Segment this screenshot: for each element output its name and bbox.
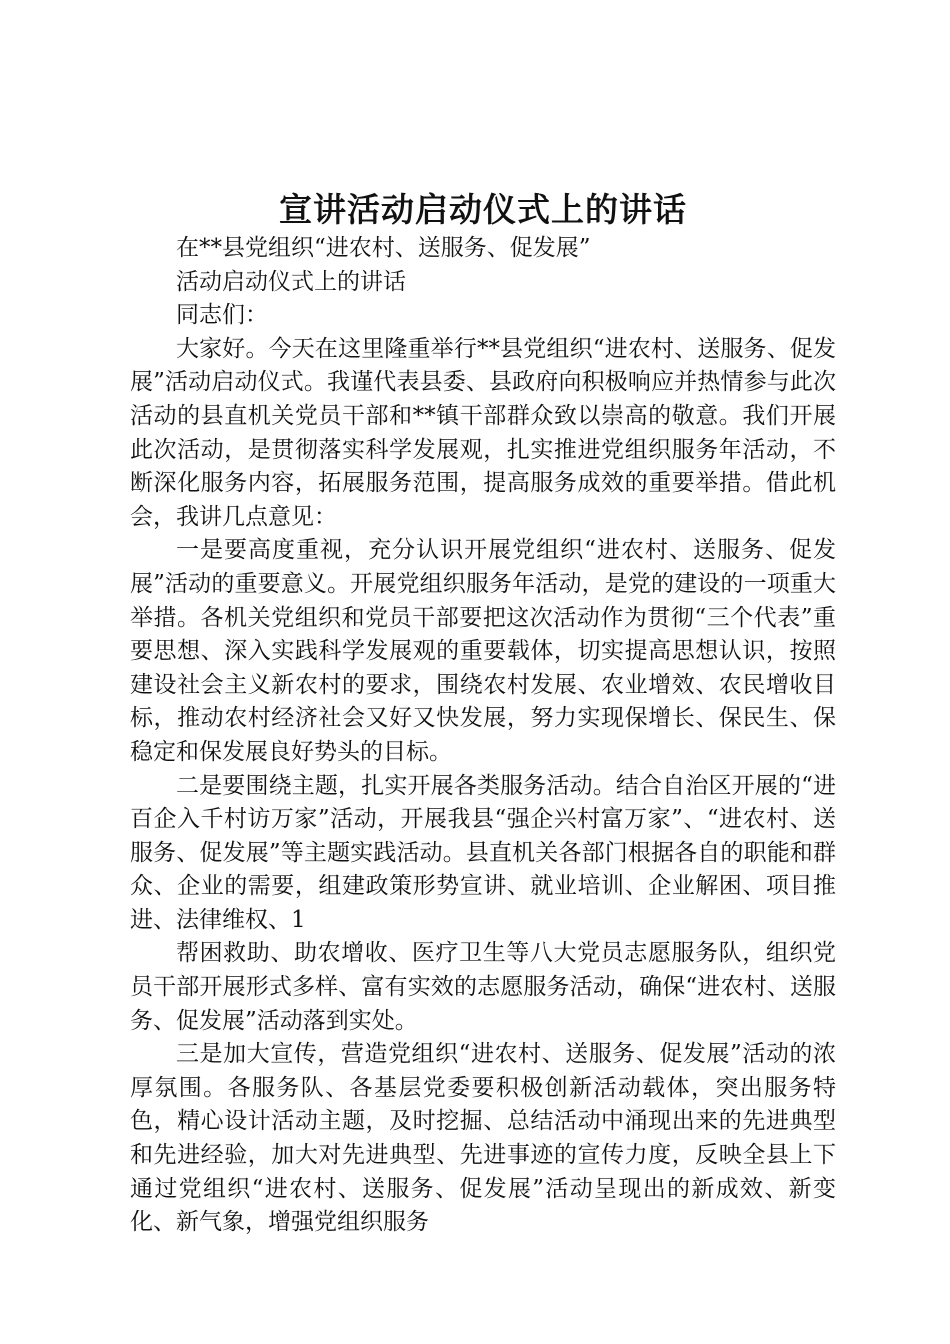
document-page (130, 188, 836, 1240)
paragraph-salutation: 同志们： (176, 302, 268, 329)
paragraph-opening: 大家好。今天在这里隆重举行**县党组织“进农村、送服务、促发展”活动启动仪式。我谨代表县委、县政府向积极响应并热情参与此次活动的县直机关党员干部和**镇干部群众致以崇高的敬意。我们开展此次活动，是贯彻落实科学发展观，扎实推进党组织服务年活动，不断深化服务内容，拓展服务范围，提高服务成效的重要举措。借此机会，我讲几点意见： (130, 335, 836, 530)
paragraph-subtitle-line-1: 在**县党组织“进农村、送服务、促发展” (176, 235, 591, 261)
paragraph-point-three: 三是加大宣传，营造党组织“进农村、送服务、促发展”活动的浓厚氛围。各服务队、各基层党委要积极创新活动载体，突出服务特色，精心设计活动主题，及时挖掘、总结活动中涌现出来的先进典型和先进经验，加大对先进典型、先进事迹的宣传力度，反映全县上下通过党组织“进农村、送服务、促发展”活动呈现出的新成效、新变化、新气象，增强党组织服务 (130, 1041, 836, 1236)
paragraph-point-two: 二是要围绕主题，扎实开展各类服务活动。结合自治区开展的“进百企入千村访万家”活动，开展我县“强企兴村富万家”、“进农村、送服务、促发展”等主题实践活动。县直机关各部门根据各自的职能和群众、企业的需要，组建政策形势宣讲、就业培训、企业解困、项目推进、法律维权、1 (130, 772, 836, 933)
paragraph-subtitle-line-2: 活动启动仪式上的讲话 (176, 268, 406, 295)
document-title: 宣讲活动启动仪式上的讲话 (279, 190, 687, 229)
paragraph-point-one: 一是要高度重视，充分认识开展党组织“进农村、送服务、促发展”活动的重要意义。开展党组织服务年活动，是党的建设的一项重大举措。各机关党组织和党员干部要把这次活动作为贯彻“三个代表”重要思想、深入实践科学发展观的重要载体，切实提高思想认识，按照建设社会主义新农村的要求，围绕农村发展、农业增效、农民增收目标，推动农村经济社会又好又快发展，努力实现保增长、保民生、保稳定和保发展良好势头的目标。 (130, 537, 836, 765)
paragraph-point-two-continued: 帮困救助、助农增收、医疗卫生等八大党员志愿服务队，组织党员干部开展形式多样、富有实效的志愿服务活动，确保“进农村、送服务、促发展”活动落到实处。 (130, 940, 836, 1034)
